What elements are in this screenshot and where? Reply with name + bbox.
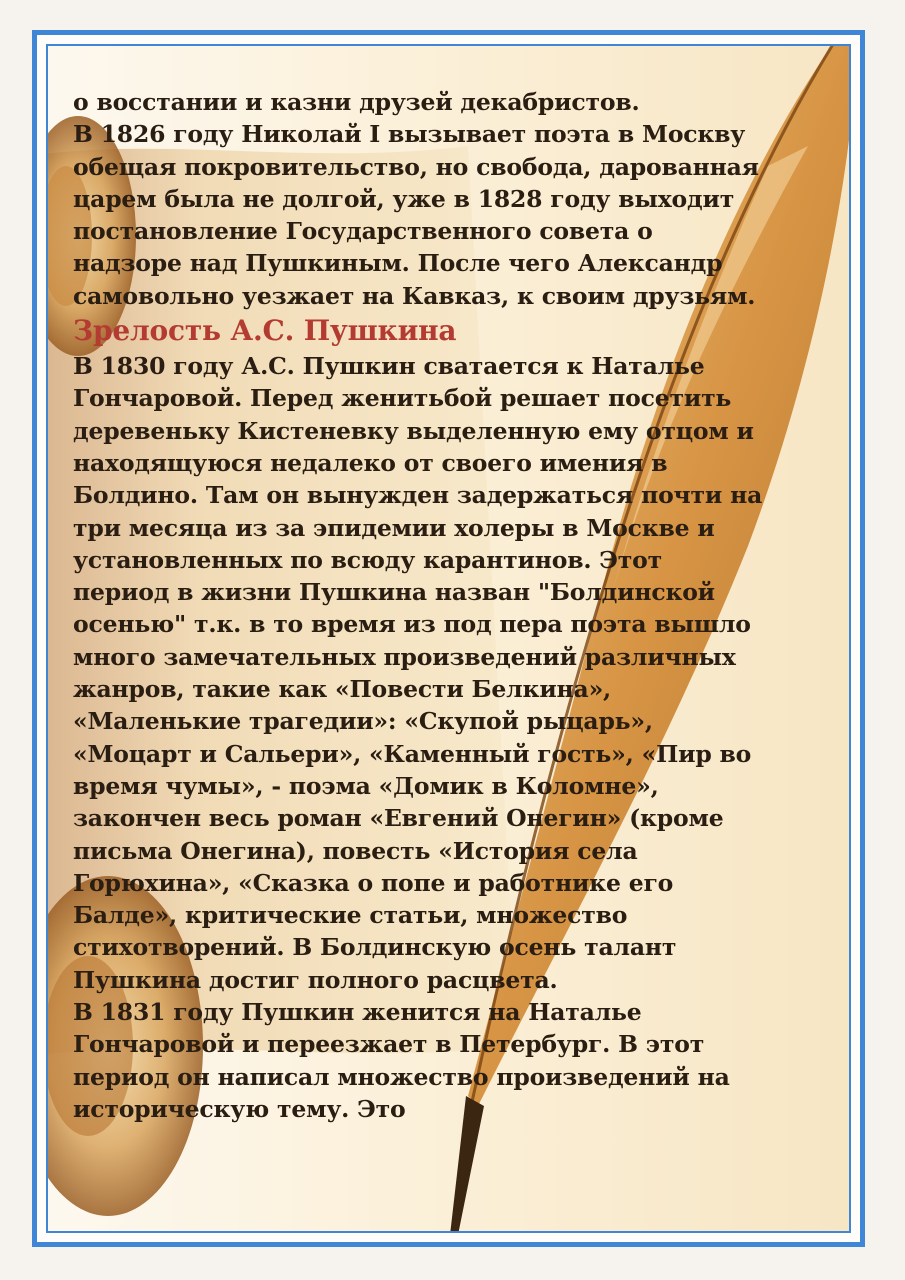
paragraph-1826: В 1826 году Николай I вызывает поэта в Москву обещая покровительство, но свобода, дарованная царем была не долгой, уже в 1828 году выходит постановление Государственного совета о надзоре над Пушкиным. После чего Александр самовольно уезжает на Кавказ, к своим друзьям. <box>73 120 759 310</box>
paragraph-1830: В 1830 году А.С. Пушкин сватается к Наталье Гончаровой. Перед женитьбой решает посетить деревеньку Кистеневку выделенную ему отцом и находящуюся недалеко от своего имения в Болдино. Там он вынужден задержаться почти на три месяца из за эпидемии холеры в Москве и установленных по всюду карантинов. Этот период в жизни Пушкина назван "Болдинской осенью" т.к. в то время из под пера поэта вышло много замечательных произведений различных жанров, такие как «Повести Белкина», «Маленькие трагедии»: «Скупой рыцарь», «Моцарт и Сальери», «Каменный гость», «Пир во время чумы», - поэма «Домик в Коломне», закончен весь роман «Евгений Онегин» (кроме письма Онегина), повесть «История села Горюхина», «Сказка о попе и работнике его Балде», критические статьи, множество стихотворений. В Болдинскую осень талант Пушкина достиг полного расцвета. <box>73 352 763 994</box>
document-text <box>73 86 763 1125</box>
paragraph-1831: В 1831 году Пушкин женится на Наталье Гончаровой и переезжает в Петербург. В этот период он написал множество произведений на историческую тему. Это <box>73 998 730 1123</box>
paragraph-intro: о восстании и казни друзей декабристов. <box>73 88 640 116</box>
section-heading: Зрелость А.С. Пушкина <box>73 314 457 348</box>
